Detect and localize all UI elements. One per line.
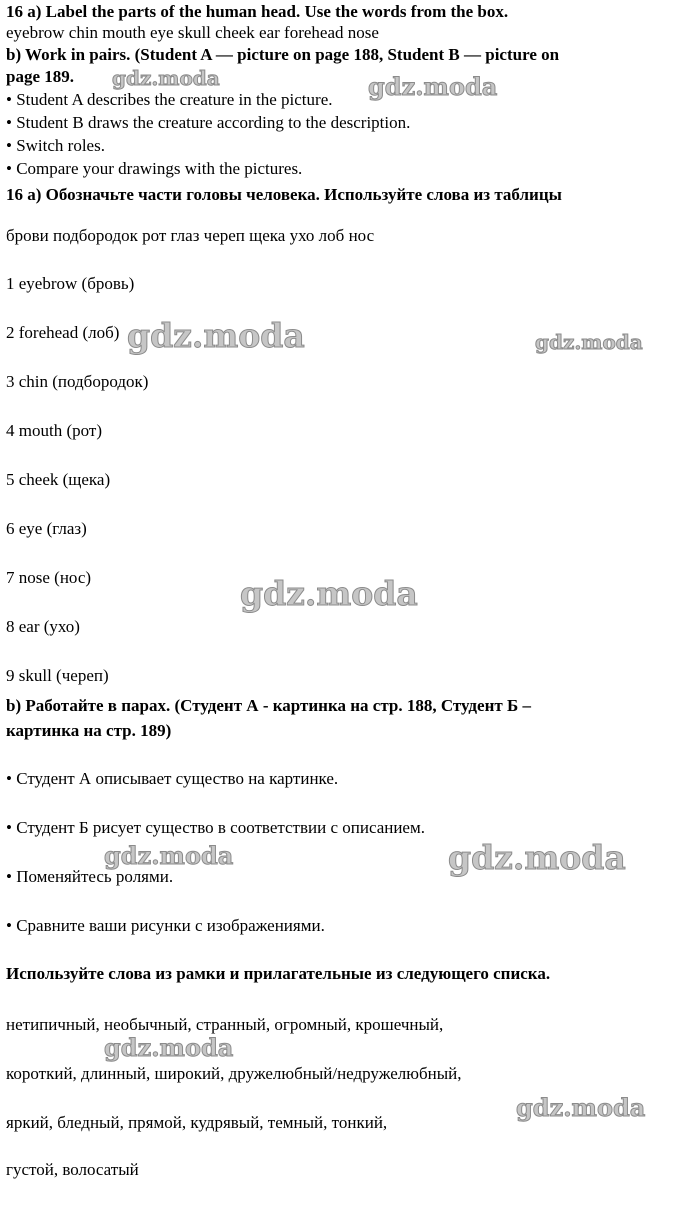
watermark: gdz.moda xyxy=(535,330,643,354)
exercise-16b-title-en-line1: b) Work in pairs. (Student A — picture on page 188, Student B — picture on xyxy=(6,45,560,64)
watermark: gdz.moda xyxy=(516,1093,646,1122)
watermark: gdz.moda xyxy=(127,316,305,355)
answer-8: 8 ear (ухо) xyxy=(6,617,80,636)
exercise-16b-title-en-line2: page 189. xyxy=(6,67,74,86)
exercise-16b-title-ru-line1: b) Работайте в парах. (Студент А - картинка на стр. 188, Студент Б – xyxy=(6,696,531,715)
adjectives-line-3: яркий, бледный, прямой, кудрявый, темный, тонкий, xyxy=(6,1113,388,1132)
adjectives-line-1: нетипичный, необычный, странный, огромный, крошечный, xyxy=(6,1015,444,1034)
watermark: gdz.moda xyxy=(104,841,234,870)
adjectives-line-2: короткий, длинный, широкий, дружелюбный/недружелюбный, xyxy=(6,1064,462,1083)
bullet-en-1: • Student A describes the creature in the picture. xyxy=(6,90,333,109)
answer-7: 7 nose (нос) xyxy=(6,568,92,587)
bullet-ru-3: • Поменяйтесь ролями. xyxy=(6,867,174,886)
answer-2: 2 forehead (лоб) xyxy=(6,323,120,342)
word-box-ru: брови подбородок рот глаз череп щека ухо лоб нос xyxy=(6,226,375,245)
bullet-en-2: • Student B draws the creature according to the description. xyxy=(6,113,411,132)
exercise-16b-title-ru-line2: картинка на стр. 189) xyxy=(6,721,172,740)
bullet-ru-2: • Студент Б рисует существо в соответствии с описанием. xyxy=(6,818,425,837)
watermark: gdz.moda xyxy=(104,1033,234,1062)
watermark: gdz.moda xyxy=(240,574,418,613)
answer-4: 4 mouth (рот) xyxy=(6,421,102,440)
exercise-16a-title-ru: 16 а) Обозначьте части головы человека. Используйте слова из таблицы xyxy=(6,185,562,204)
watermark: gdz.moda xyxy=(448,838,626,877)
bullet-en-4: • Compare your drawings with the pictures. xyxy=(6,159,303,178)
answer-6: 6 eye (глаз) xyxy=(6,519,87,538)
answer-9: 9 skull (череп) xyxy=(6,666,109,685)
exercise-16a-title-en: 16 a) Label the parts of the human head. Use the words from the box. xyxy=(6,2,509,21)
bullet-en-3: • Switch roles. xyxy=(6,136,105,155)
watermark: gdz.moda xyxy=(112,66,220,90)
answer-5: 5 cheek (щека) xyxy=(6,470,111,489)
adjectives-line-4: густой, волосатый xyxy=(6,1160,139,1179)
watermark: gdz.moda xyxy=(368,72,498,101)
bullet-ru-4: • Сравните ваши рисунки с изображениями. xyxy=(6,916,325,935)
answer-1: 1 eyebrow (бровь) xyxy=(6,274,135,293)
answer-3: 3 chin (подбородок) xyxy=(6,372,149,391)
bullet-ru-1: • Студент А описывает существо на картинке. xyxy=(6,769,339,788)
word-box-en: eyebrow chin mouth eye skull cheek ear forehead nose xyxy=(6,23,379,42)
instruction-ru: Используйте слова из рамки и прилагательные из следующего списка. xyxy=(6,964,551,983)
